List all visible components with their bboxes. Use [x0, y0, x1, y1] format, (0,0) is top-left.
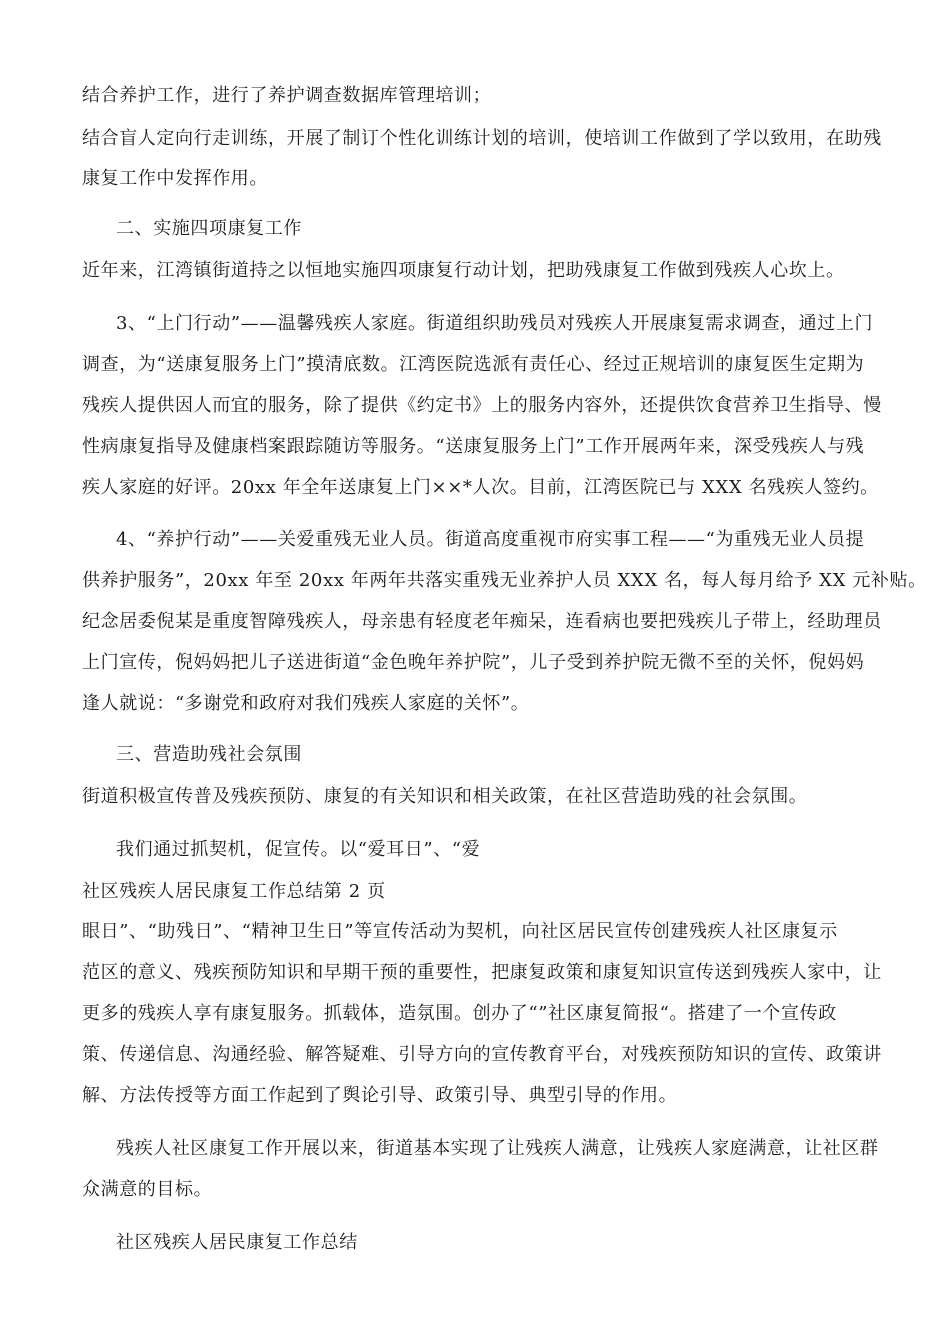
text-line: 康复工作中发挥作用。: [82, 168, 268, 189]
text-line: 逢人就说：“多谢党和政府对我们残疾人家庭的关怀”。: [82, 693, 530, 714]
text-line: 纪念居委倪某是重度智障残疾人，母亲患有轻度老年痴呆，连看病也要把残疾儿子带上，经助理员: [82, 611, 882, 632]
section-heading: 二、实施四项康复工作: [116, 218, 302, 239]
text-line: 解、方法传授等方面工作起到了舆论引导、政策引导、典型引导的作用。: [82, 1085, 678, 1106]
section-title: 社区残疾人居民康复工作总结: [116, 1232, 358, 1253]
text-line: 残疾人社区康复工作开展以来，街道基本实现了让残疾人满意，让残疾人家庭满意，让社区群: [116, 1138, 879, 1159]
text-line: 疾人家庭的好评。20xx 年全年送康复上门××*人次。目前，江湾医院已与 XXX 名残疾人签约。: [82, 477, 879, 498]
text-line: 范区的意义、残疾预防知识和早期干预的重要性，把康复政策和康复知识宣传送到残疾人家中，让: [82, 962, 882, 983]
text-line: 性病康复指导及健康档案跟踪随访等服务。“送康复服务上门”工作开展两年来，深受残疾人与残: [82, 436, 865, 457]
text-line: 残疾人提供因人而宜的服务，除了提供《约定书》上的服务内容外，还提供饮食营养卫生指导、慢: [82, 395, 882, 416]
text-line: 我们通过抓契机，促宣传。以“爱耳日”、“爱: [116, 839, 481, 860]
section-heading: 三、营造助残社会氛围: [116, 744, 302, 765]
text-line: 结合养护工作，进行了养护调查数据库管理培训；: [82, 85, 492, 106]
text-line: 眼日”、“助残日”、“精神卫生日”等宣传活动为契机，向社区居民宣传创建残疾人社区康复示: [82, 921, 838, 942]
text-line: 供养护服务”，20xx 年至 20xx 年两年共落实重残无业养护人员 XXX 名，每人每月给予 XX 元补贴。: [82, 570, 927, 591]
text-line: 调查，为“送康复服务上门”摸清底数。江湾医院选派有责任心、经过正规培训的康复医生定期为: [82, 354, 865, 375]
text-line: 结合盲人定向行走训练，开展了制订个性化训练计划的培训，使培训工作做到了学以致用，在助残: [82, 128, 882, 149]
text-line: 3、“上门行动”——温馨残疾人家庭。街道组织助残员对残疾人开展康复需求调查，通过上门: [116, 313, 874, 334]
text-line: 策、传递信息、沟通经验、解答疑难、引导方向的宣传教育平台，对残疾预防知识的宣传、政策讲: [82, 1044, 882, 1065]
text-line: 上门宣传，倪妈妈把儿子送进街道“金色晚年养护院”，儿子受到养护院无微不至的关怀，倪妈妈: [82, 652, 865, 673]
text-line: 街道积极宣传普及残疾预防、康复的有关知识和相关政策，在社区营造助残的社会氛围。: [82, 786, 808, 807]
text-line: 4、“养护行动”——关爱重残无业人员。街道高度重视市府实事工程——“为重残无业人员提: [116, 529, 865, 550]
text-line: 更多的残疾人享有康复服务。抓载体，造氛围。创办了“”社区康复简报“。搭建了一个宣传政: [82, 1003, 837, 1024]
text-line: 众满意的目标。: [82, 1179, 213, 1200]
page-footer-label: 社区残疾人居民康复工作总结第 2 页: [82, 881, 386, 902]
text-line: 近年来，江湾镇街道持之以恒地实施四项康复行动计划，把助残康复工作做到残疾人心坎上。: [82, 260, 845, 281]
